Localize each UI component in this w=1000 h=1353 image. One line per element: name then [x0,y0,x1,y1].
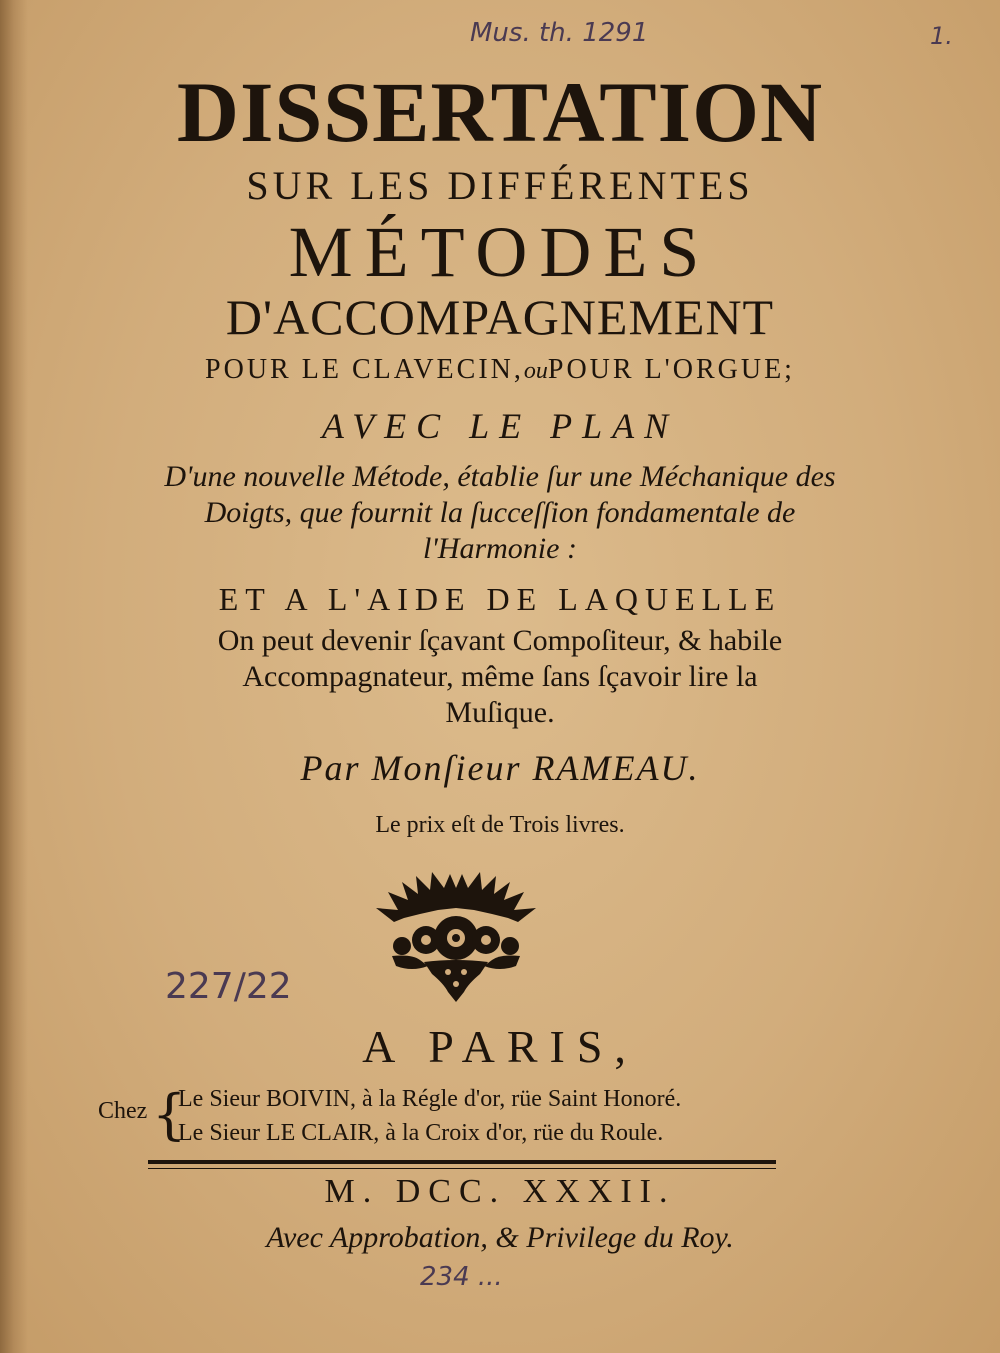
subtitle-clavecin: POUR LE CLAVECIN, [205,354,524,385]
seller-line-2: Le Sieur LE CLAIR, à la Croix d'or, rüe du Roule. [178,1120,664,1146]
subtitle-ou: ou [523,358,548,384]
floral-vignette-icon [368,868,544,1004]
price-line: Le prix eſt de Trois livres. [375,812,625,838]
aide-heading: ET A L'AIDE DE LAQUELLE [218,581,782,617]
subtitle-orgue: POUR L'ORGUE; [547,354,795,385]
subtitle-line-3: D'ACCOMPAGNEMENT [225,289,775,345]
bottom-annotation: 234 ... [420,1262,503,1292]
aide-text-3: Muſique. [445,696,555,729]
place-line: A PARIS, [362,1021,638,1072]
thick-rule [148,1160,776,1164]
year-line: M. DCC. XXXII. [324,1173,676,1210]
inventory-number-annotation: 227/22 [165,966,292,1007]
shelfmark-annotation: Mus. th. 1291 [470,18,649,48]
thin-rule [148,1168,776,1169]
plan-text-1: D'une nouvelle Métode, établie ſur une Méchanique des [164,460,836,493]
subtitle-line-4 [0,350,1000,391]
seller-line-1: Le Sieur BOIVIN, à la Régle d'or, rüe Saint Honoré. [178,1086,682,1112]
subtitle-line-1: SUR LES DIFFÉRENTES [246,163,754,208]
chez-label: Chez [98,1098,148,1124]
author-line: Par Monſieur RAMEAU. [300,748,700,788]
plan-text-3: l'Harmonie : [423,532,577,565]
subtitle-line-2: MÉTODES [288,212,712,292]
plan-text-2: Doigts, que fournit la ſucceſſion fondamentale de [204,496,796,529]
aide-text-1: On peut devenir ſçavant Compoſiteur, & habile [217,624,783,657]
aide-text-2: Accompagnateur, même ſans ſçavoir lire la [242,660,758,693]
corner-annotation: 1. [930,22,953,50]
title: DISSERTATION [176,64,824,160]
approbation-line: Avec Approbation, & Privilege du Roy. [266,1221,734,1254]
brace-icon: { [152,1083,187,1146]
plan-heading: AVEC LE PLAN [321,406,679,446]
